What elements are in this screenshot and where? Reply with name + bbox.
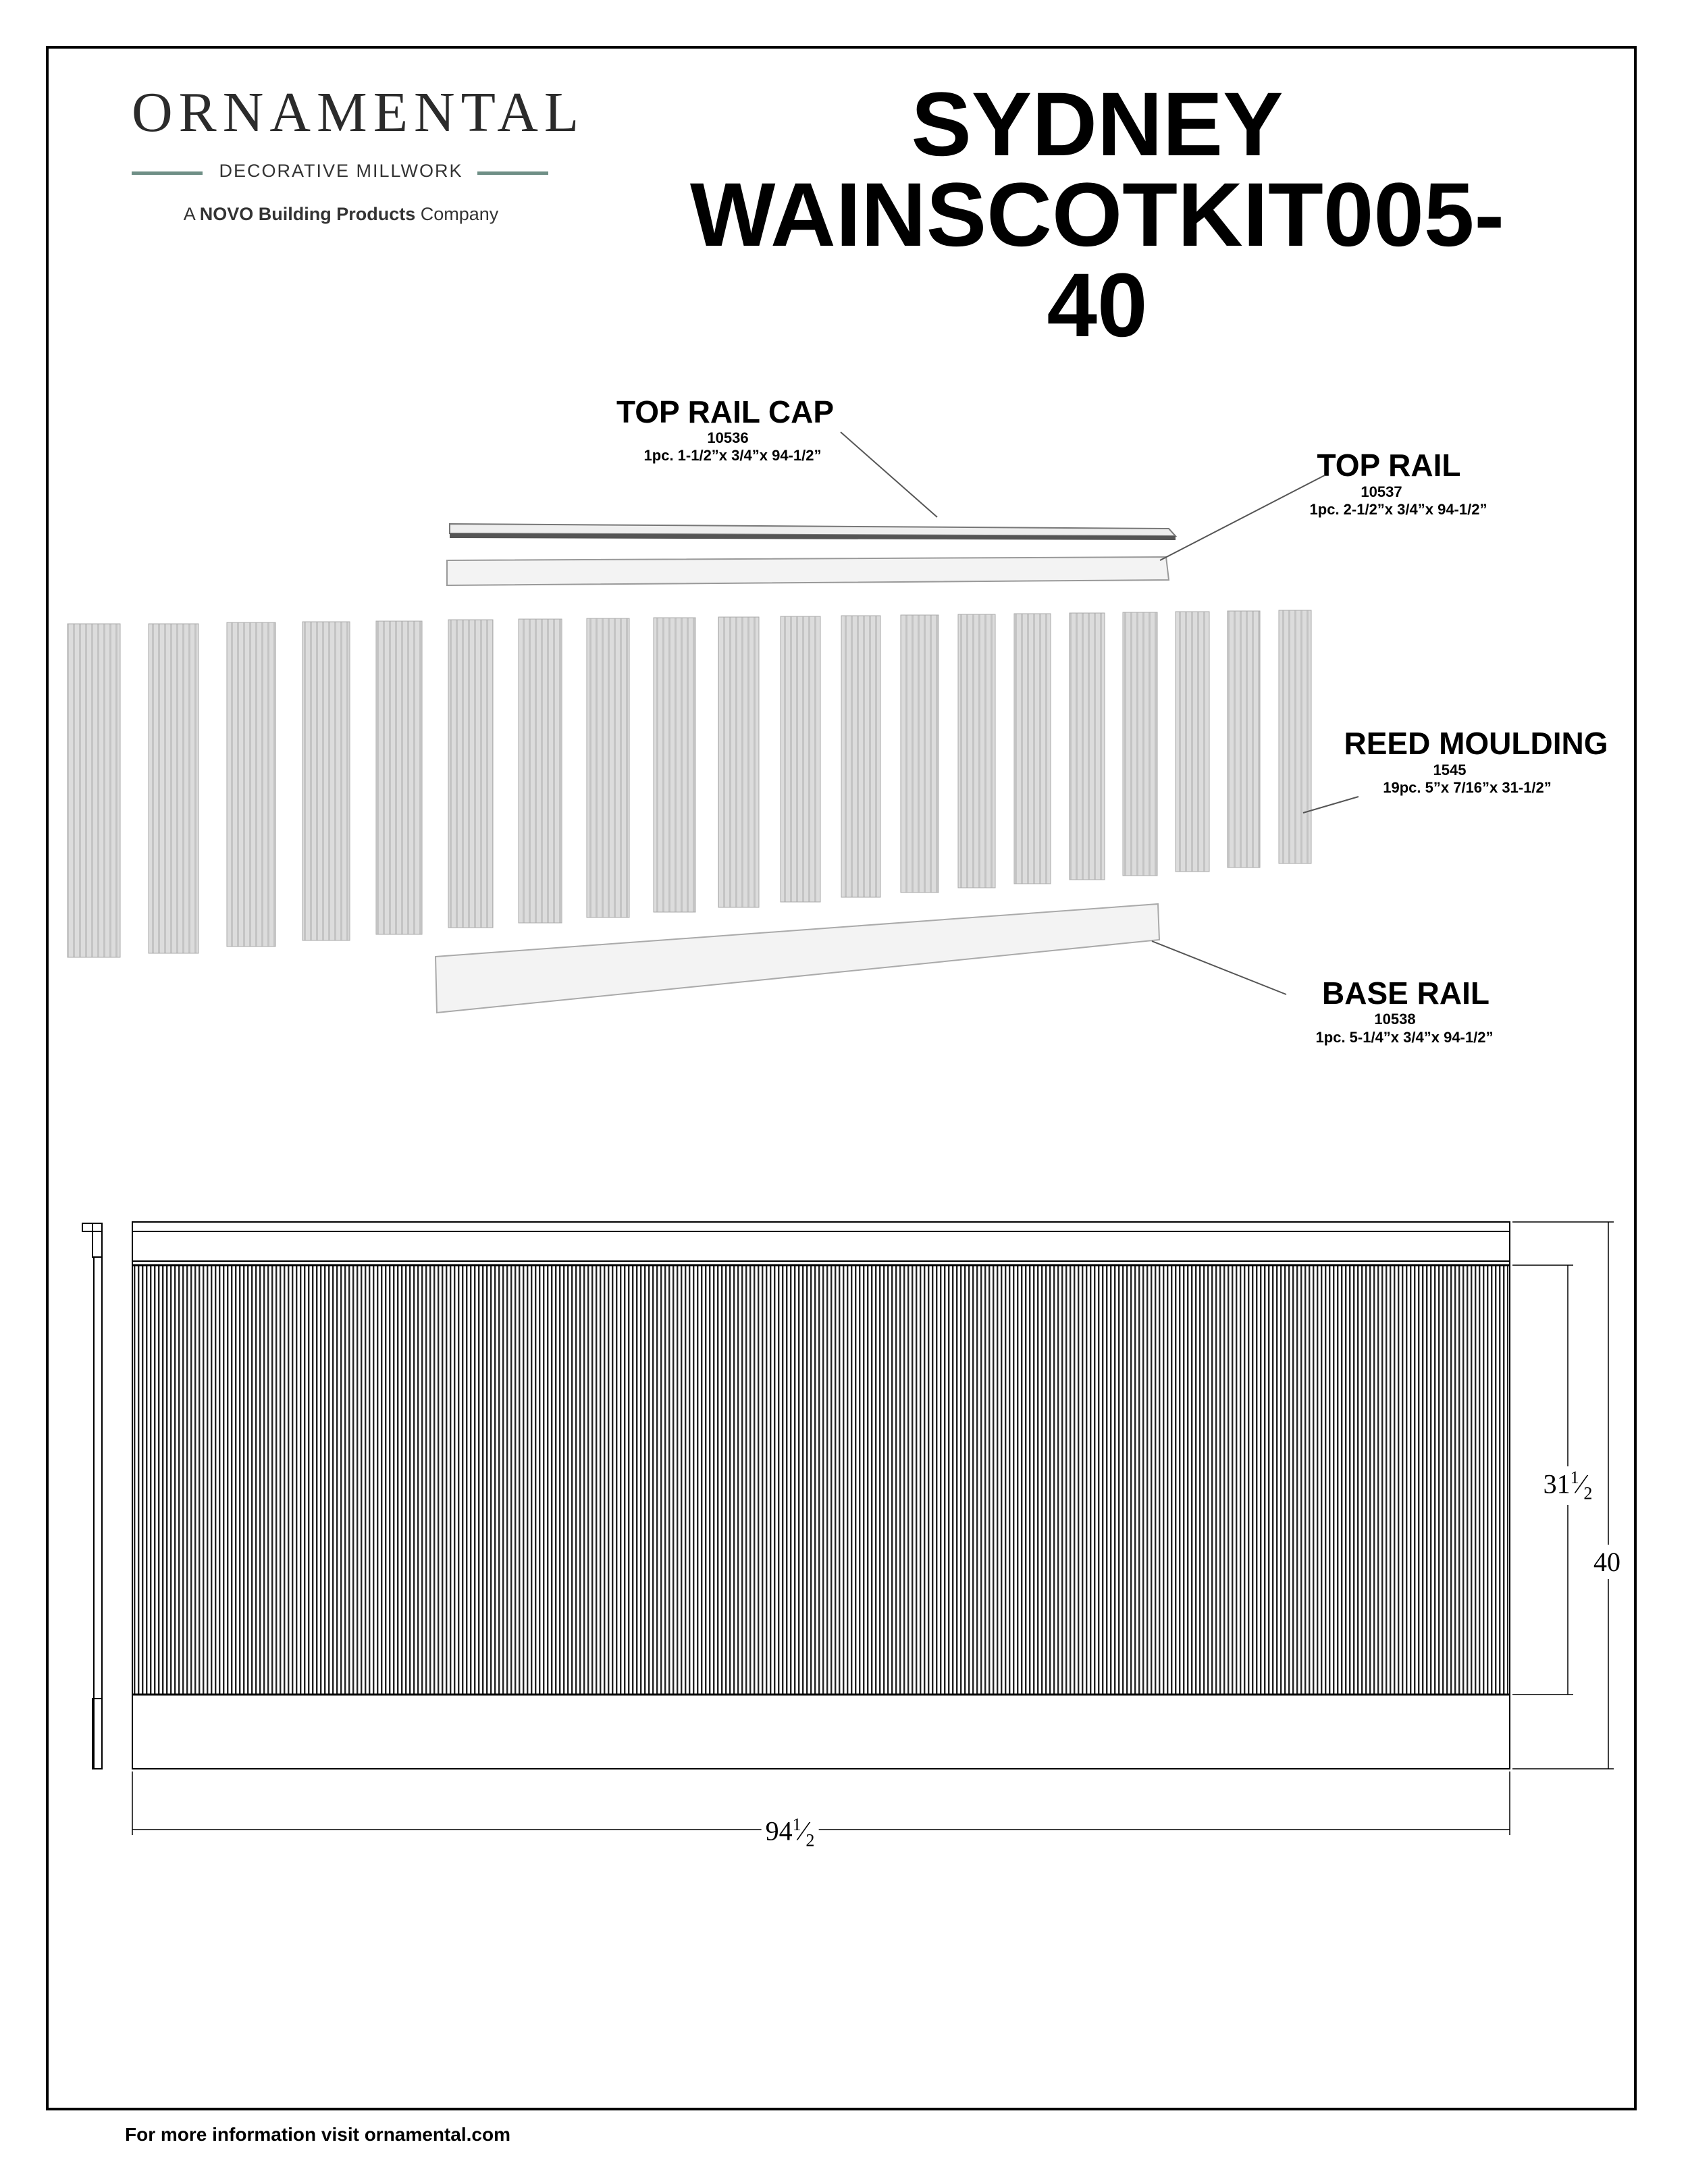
- width-dimension-num: 1: [792, 1815, 801, 1834]
- reed-moulding-spec: 19pc. 5”x 7/16”x 31-1/2”: [1383, 779, 1552, 796]
- reed-panel-fill: [133, 1265, 1508, 1695]
- reed-moulding-label: REED MOULDING: [1344, 726, 1608, 761]
- page-title-line2: WAINSCOTKIT005- 40: [689, 165, 1505, 356]
- logo-tagline-pre: A: [183, 204, 200, 224]
- page-title-line1: SYDNEY: [911, 74, 1284, 175]
- top-rail-cap-sku: 10536: [707, 429, 749, 446]
- top-rail-sku: 10537: [1361, 483, 1402, 500]
- base-rail-label: BASE RAIL: [1322, 976, 1489, 1011]
- panel-height-den: 2: [1583, 1483, 1593, 1503]
- side-profile: [82, 1223, 102, 1769]
- top-rail-cap-spec: 1pc. 1-1/2”x 3/4”x 94-1/2”: [643, 447, 822, 464]
- width-dimension-den: 2: [806, 1830, 815, 1850]
- top-rail-spec: 1pc. 2-1/2”x 3/4”x 94-1/2”: [1309, 501, 1487, 518]
- base-rail-sku: 10538: [1374, 1011, 1416, 1028]
- logo-tagline-brand: NOVO Building Products: [199, 204, 416, 224]
- base-rail-spec: 1pc. 5-1/4”x 3/4”x 94-1/2”: [1315, 1029, 1494, 1046]
- width-dimension-label: $94^1⁄_2$: [762, 1815, 819, 1850]
- width-dimension-whole: 94: [765, 1815, 793, 1846]
- panel-height-whole: 31: [1543, 1468, 1571, 1499]
- panel-height-num: 1: [1570, 1468, 1579, 1487]
- logo-subtitle: DECORATIVE MILLWORK: [219, 161, 463, 181]
- footer-text: For more information visit ornamental.com: [125, 2124, 510, 2145]
- panel-height-dimension-label: $31^1⁄_2$: [1541, 1466, 1595, 1505]
- total-height-dimension-label: 40: [1592, 1545, 1622, 1579]
- logo-tagline-post: Company: [415, 204, 499, 224]
- reed-moulding-sku: 1545: [1433, 762, 1467, 778]
- logo-wordmark: ORNAMENTAL: [132, 81, 585, 144]
- top-rail-cap-label: TOP RAIL CAP: [616, 394, 835, 429]
- top-rail-label: TOP RAIL: [1317, 448, 1461, 483]
